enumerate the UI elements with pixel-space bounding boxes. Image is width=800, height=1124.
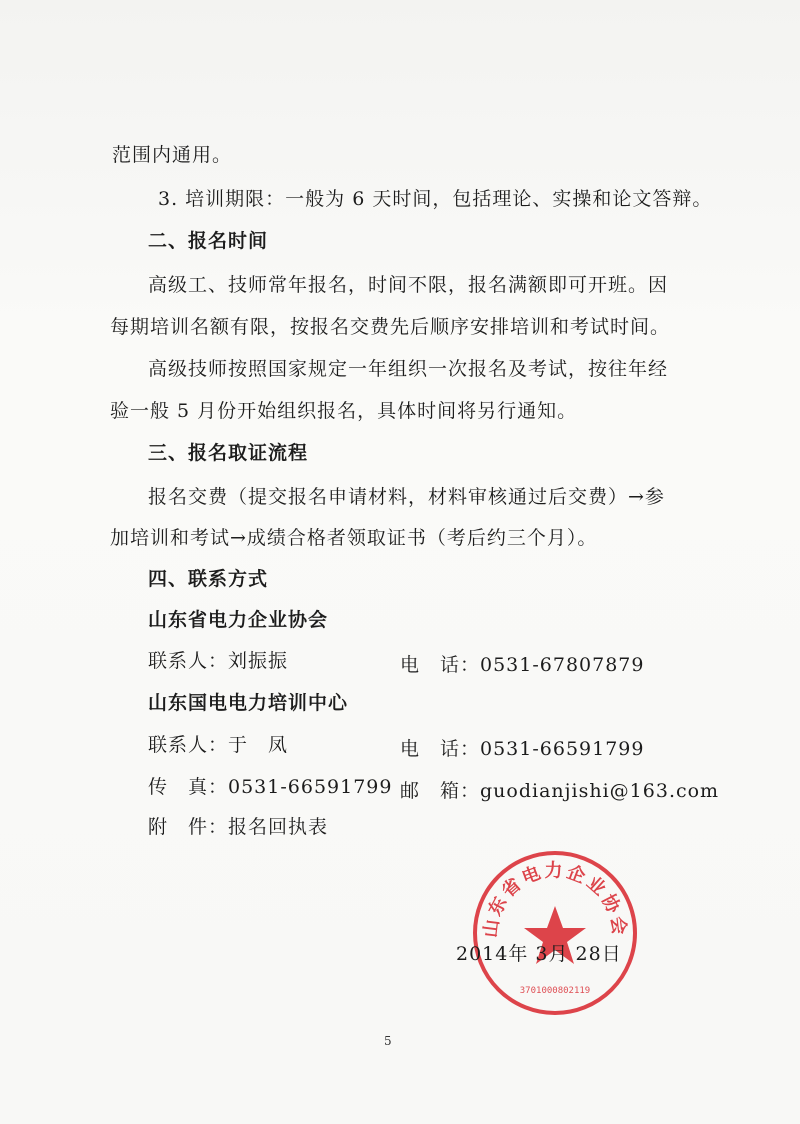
paragraph-line: 高级工、技师常年报名，时间不限，报名满额即可开班。因 bbox=[148, 274, 669, 296]
contact-person: 联系人：刘振振 bbox=[148, 650, 289, 672]
paragraph-line: 范围内通用。 bbox=[112, 144, 233, 166]
heading-contact: 四、联系方式 bbox=[148, 568, 269, 590]
paragraph-line: 每期培训名额有限，按报名交费先后顺序安排培训和考试时间。 bbox=[110, 316, 671, 338]
paragraph-line: 加培训和考试→成绩合格者领取证书（考后约三个月）。 bbox=[110, 527, 598, 549]
training-period-line: 3. 培训期限：一般为 6 天时间，包括理论、实操和论文答辩。 bbox=[158, 188, 713, 210]
document-date: 2014年 3月 28日 bbox=[456, 943, 622, 965]
seal-text: 山东省电力企业协会 bbox=[480, 860, 630, 939]
contact-phone: 电 话：0531-66591799 bbox=[400, 738, 645, 760]
contact-email: 邮 箱：guodianjishi@163.com bbox=[400, 780, 720, 802]
paragraph-line: 高级技师按照国家规定一年组织一次报名及考试，按往年经 bbox=[148, 358, 669, 380]
contact-fax: 传 真：0531-66591799 bbox=[148, 776, 393, 798]
page-number: 5 bbox=[384, 1034, 392, 1048]
org-name: 山东省电力企业协会 bbox=[148, 609, 329, 631]
contact-phone: 电 话：0531-67807879 bbox=[400, 654, 645, 676]
seal-code: 3701000802119 bbox=[519, 986, 591, 996]
heading-signup-time: 二、报名时间 bbox=[148, 230, 269, 252]
org-name: 山东国电电力培训中心 bbox=[148, 692, 349, 714]
heading-signup-process: 三、报名取证流程 bbox=[148, 442, 309, 464]
paragraph-line: 验一般 5 月份开始组织报名，具体时间将另行通知。 bbox=[110, 400, 578, 422]
paragraph-line: 报名交费（提交报名申请材料，材料审核通过后交费）→参 bbox=[148, 486, 665, 508]
official-seal bbox=[470, 848, 640, 1018]
contact-person: 联系人：于 凤 bbox=[148, 734, 289, 756]
attachment-line: 附 件：报名回执表 bbox=[148, 816, 329, 838]
